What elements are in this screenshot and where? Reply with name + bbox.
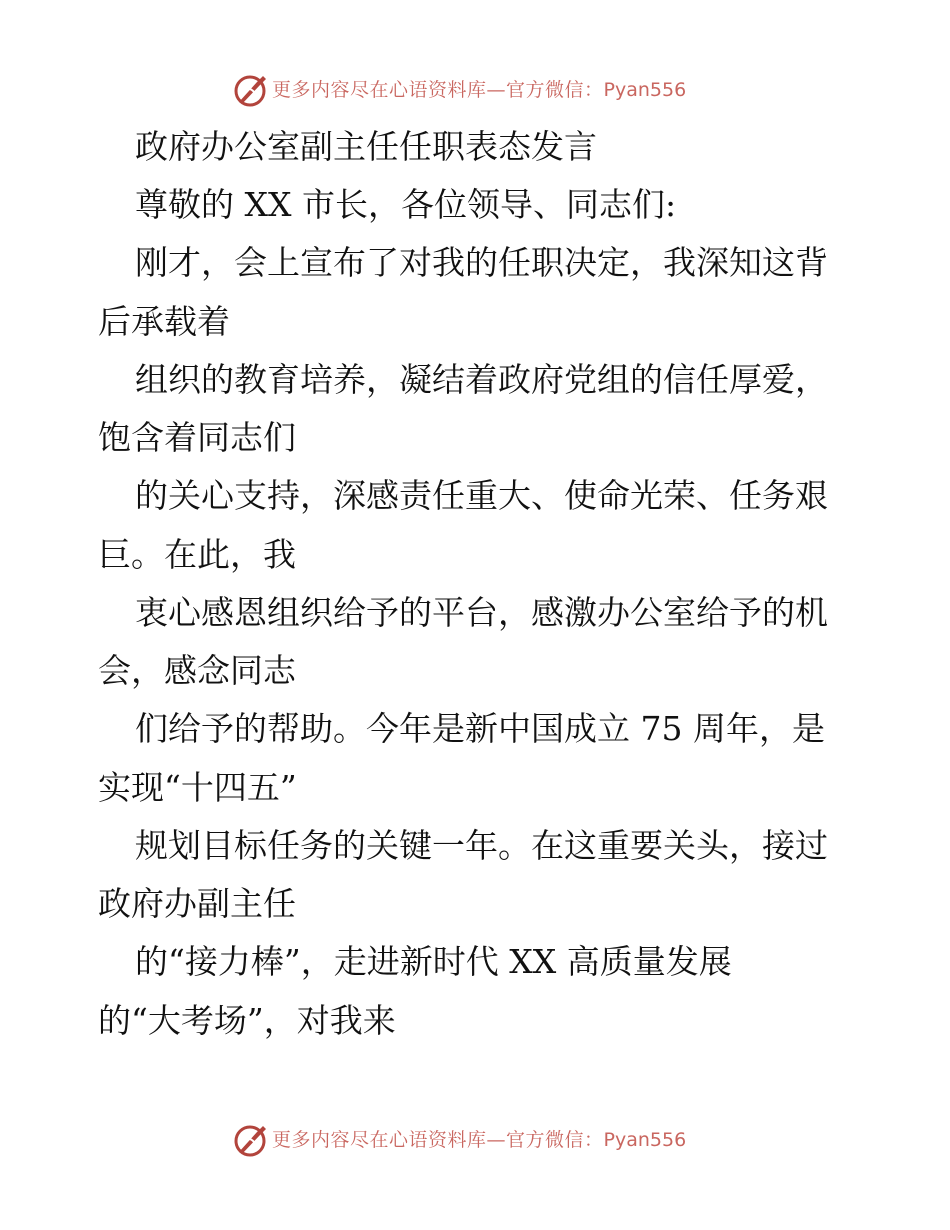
paragraph-line: 的关心支持，深感责任重大、使命光荣、任务艰 [135,476,828,515]
pen-logo-icon [233,1122,269,1158]
wechat-id: Pyan556 [603,1129,687,1151]
footer-banner [0,1120,950,1160]
banner-text [272,1128,686,1152]
wechat-id: Pyan556 [603,79,687,101]
paragraph-line: 实现“十四五” [98,768,297,807]
document-title: 政府办公室副主任任职表态发言 [135,127,597,166]
paragraph-line: 政府办副主任 [98,884,296,923]
banner-caption: 更多内容尽在心语资料库—官方微信： [272,1129,604,1151]
paragraph-line: 衷心感恩组织给予的平台，感激办公室给予的机 [135,593,828,632]
paragraph-line: 们给予的帮助。今年是新中国成立 75 周年，是 [135,709,825,748]
paragraph-line: 的“大考场”，对我来 [98,1001,396,1040]
paragraph-line: 后承载着 [98,302,230,341]
paragraph-line: 的“接力棒”，走进新时代 XX 高质量发展 [135,942,732,981]
paragraph-line: 组织的教育培养，凝结着政府党组的信任厚爱， [135,360,828,399]
banner-caption: 更多内容尽在心语资料库—官方微信： [272,79,604,101]
paragraph-line: 饱含着同志们 [98,418,296,457]
paragraph-line: 巨。在此，我 [98,535,296,574]
paragraph-line: 会，感念同志 [98,651,296,690]
salutation-line: 尊敬的 XX 市长，各位领导、同志们: [135,185,677,224]
paragraph-line: 规划目标任务的关键一年。在这重要关头，接过 [135,826,828,865]
paragraph-line: 刚才，会上宣布了对我的任职决定，我深知这背 [135,243,828,282]
